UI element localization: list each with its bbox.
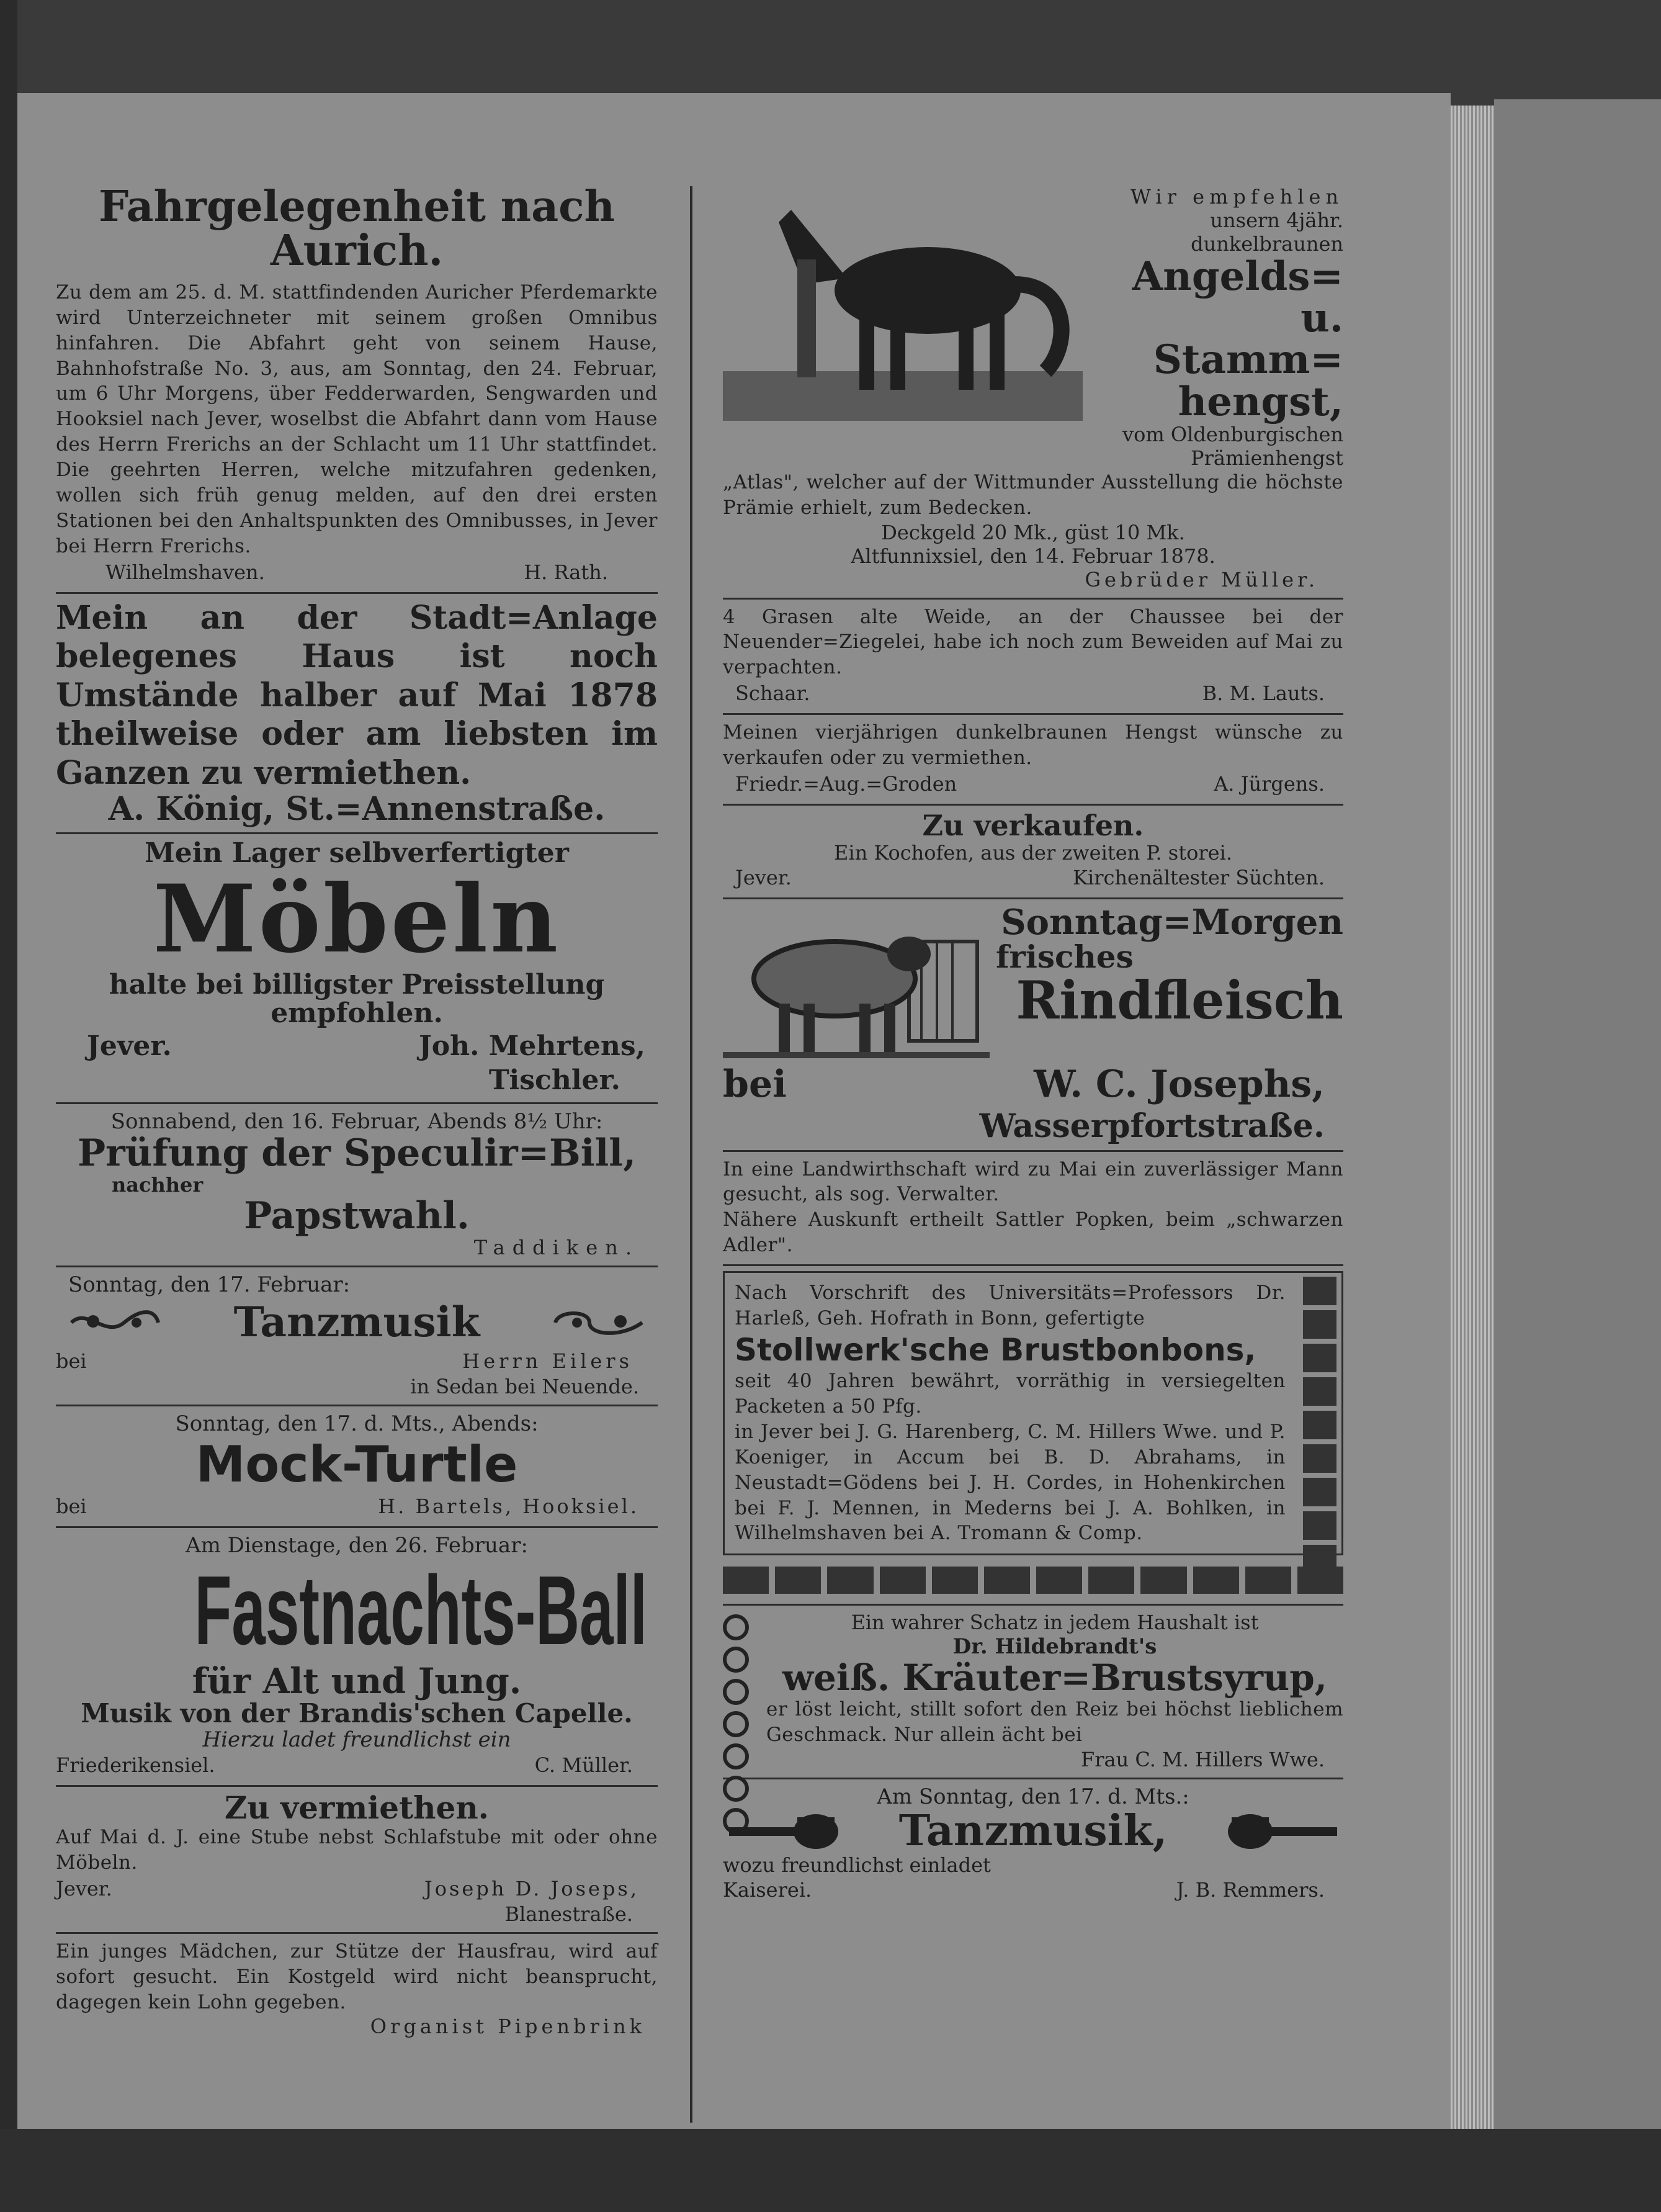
ad-date: Sonntag, den 17. Februar: [68, 1272, 351, 1298]
ad-stammhengst [723, 180, 1343, 600]
ad-signature: Joseph D. Joseps, [424, 1876, 639, 1900]
ad-title: Tanzmusik, [898, 1806, 1168, 1856]
ad-text: In eine Landwirthschaft wird zu Mai ein zuverlässiger Mann gesucht, als sog. Verwalter. [723, 1158, 1343, 1206]
ad-title: Stollwerk'sche Brustbonbons, [735, 1331, 1256, 1368]
ad-signature: H. Bartels, Hooksiel. [378, 1494, 639, 1518]
ad-line: frisches [996, 938, 1134, 975]
ad-title-2: Papstwahl. [244, 1194, 470, 1238]
ad-title: Tanzmusik [233, 1298, 480, 1347]
ad-signature-line2: Tischler. [488, 1064, 620, 1097]
ad-mock-turtle [56, 1406, 658, 1528]
ad-date: Am Sonntag, den 17. d. Mts.: [877, 1784, 1189, 1810]
ad-title: Zu verkaufen. [922, 809, 1144, 843]
ad-maedchen [56, 1934, 658, 2045]
ad-date: Sonnabend, den 16. Februar, Abends 8½ Uhr: [110, 1109, 603, 1135]
ad-text: seit 40 Jahren bewährt, vorräthig in versiegelten Packeten a 50 Pfg. [735, 1369, 1286, 1418]
ad-text: er löst leicht, stillt sofort den Reiz bei höchst lieblichem Geschmack. Nur allein ächt bei [766, 1698, 1343, 1747]
ad-signature: Kirchenältester Süchten. [1073, 865, 1325, 889]
ad-place: Schaar. [735, 681, 810, 706]
ad-big-title: Rindfleisch [1016, 969, 1343, 1032]
ad-text-2: Nähere Auskunft ertheilt Sattler Popken, beim „schwarzen Adler". [723, 1208, 1343, 1257]
scan-left-edge [0, 0, 17, 2212]
ad-signature: A. König, St.=Annenstraße. [108, 789, 606, 828]
ad-text-2: in Jever bei J. G. Harenberg, C. M. Hillers Wwe. und P. Koeniger, in Accum bei B. D. Abrahams, in Neustadt=Gödens bei J. H. Cordes, in Hohenkirchen bei F. J. Mennen, in Mederns bei J. A. Bohlken, in Wilhelmshaven bei A. Tromann & Comp. [735, 1420, 1286, 1545]
ad-place: Jever. [56, 1876, 112, 1900]
pointing-hand-left-icon [723, 1810, 841, 1853]
ad-line: Nach Vorschrift des Universitäts=Professors Dr. Harleß, Geh. Hofrath in Bonn, gefertigte [735, 1282, 1286, 1330]
ad-place: Wilhelmshaven. [105, 560, 265, 584]
ad-line: Wir empfehlen [1130, 185, 1343, 209]
ad-line: Hierzu ladet freundlichst ein [202, 1727, 511, 1752]
ad-moebeln [56, 834, 658, 1104]
ad-signature: H. Rath. [524, 560, 608, 584]
right-column [723, 180, 1343, 1910]
ad-weide [723, 600, 1343, 716]
ad-date: Sonntag, den 17. d. Mts., Abends: [175, 1411, 539, 1436]
ad-signature: Taddiken. [473, 1236, 639, 1260]
ad-place: Kaiserei. [723, 1878, 812, 1902]
ad-signature: Herrn Eilers [462, 1349, 633, 1373]
ad-title-3: hengst, [1178, 378, 1343, 425]
ad-signature: Organist Pipenbrink [370, 2015, 645, 2039]
ad-line-2: Dr. Hildebrandt's [952, 1634, 1157, 1660]
ad-text: Mein an der Stadt=Anlage belegenes Haus ist noch Umstände halber auf Mai 1878 theilweise oder am liebsten im Ganzen zu vermiethen. [56, 598, 658, 792]
ad-brustsyrup [723, 1606, 1343, 1779]
ad-signature: C. Müller. [534, 1753, 633, 1777]
cow-illustration [723, 904, 990, 1059]
ad-title: Prüfung der Speculir=Bill, [78, 1131, 636, 1176]
ad-title: Zu vermiethen. [224, 1789, 490, 1827]
ad-line: halte bei billigster Preisstellung empfohlen. [109, 968, 605, 1029]
ad-title: Sonntag=Morgen [1001, 901, 1343, 943]
ad-title: Angelds= u. [1132, 253, 1343, 342]
ad-place: Friederikensiel. [56, 1753, 215, 1777]
ad-text: Ein junges Mädchen, zur Stütze der Hausfrau, wird auf sofort gesucht. Ein Kostgeld wird nicht beansprucht, dagegen kein Lohn gegeben. [56, 1940, 658, 2013]
ad-aurich [56, 180, 658, 594]
ad-big-title: Möbeln [153, 864, 561, 974]
ad-text: Auf Mai d. J. eine Stube nebst Schlafstube mit oder ohne Möbeln. [56, 1825, 658, 1874]
ad-kochofen [723, 806, 1343, 899]
pointing-hand-right-icon [1225, 1810, 1343, 1853]
ad-text: „Atlas", welcher auf der Wittmunder Ausstellung die höchste Prämie erhielt, zum Bedecken. [723, 470, 1343, 519]
ad-house-rent [56, 594, 658, 835]
ad-fee: Deckgeld 20 Mk., güst 10 Mk. [881, 520, 1185, 544]
ad-signature: Frau C. M. Hillers Wwe. [1081, 1748, 1325, 1772]
ad-signature: J. B. Remmers. [1176, 1878, 1325, 1902]
ad-signature: B. M. Lauts. [1202, 681, 1325, 706]
left-column [56, 180, 658, 2044]
ad-title: weiß. Kräuter=Brustsyrup, [782, 1657, 1327, 1699]
ad-line: Ein wahrer Schatz in jedem Haushalt ist [851, 1611, 1259, 1635]
ad-text: Ein Kochofen, aus der zweiten P. storei. [834, 840, 1232, 865]
ad-title: Fastnachts-Ball [194, 1558, 647, 1664]
ad-signature-line2: Blanestraße. [504, 1902, 633, 1926]
ad-bei: bei [723, 1062, 787, 1106]
ad-signature-line2: Wasserpfortstraße. [979, 1107, 1325, 1145]
ornament-left-icon [68, 1304, 161, 1341]
square-border-column [1303, 1277, 1338, 1578]
ad-nachher: nachher [112, 1173, 204, 1197]
column-divider [690, 186, 692, 2123]
ad-signature: W. C. Josephs, [1034, 1062, 1325, 1106]
ad-stollwerk [723, 1266, 1343, 1606]
page-stack-edge [1451, 106, 1494, 2129]
ad-line: Mein Lager selbverfertigter [145, 837, 569, 870]
ad-speculir-bill [56, 1104, 658, 1267]
ornament-right-icon [552, 1304, 645, 1341]
ad-text: Zu dem am 25. d. M. stattfindenden Auricher Pferdemarkte wird Unterzeichneter mit seinem großen Omnibus hinfahren. Die Abfahrt geht von seinem Hause, Bahnhofstraße No. 3, aus, am Sonntag, den 24. Februar, um 6 Uhr Morgens, über Fedderwarden, Sengwarden und Hooksiel nach Jever, woselbst die Abfahrt dann vom Hause des Herrn Frerichs an der Schlacht um 11 Uhr stattfindet. Die geehrten Herren, welche mitzufahren gedenken, wollen sich früh genug melden, auf den drei ersten Stationen bei den Anhaltspunkten des Omnibusses, in Jever bei Herrn Frerichs. [56, 281, 658, 557]
ad-line: für Alt und Jung. [192, 1661, 522, 1702]
ad-place: Jever. [735, 865, 792, 889]
ad-line: vom Oldenburgischen Prämienhengst [1122, 422, 1343, 470]
ad-place: Altfunnixsiel, den 14. Februar 1878. [851, 544, 1216, 568]
ad-rindfleisch [723, 899, 1343, 1152]
ad-line: wozu freundlichst einladet [723, 1853, 991, 1877]
ad-signature: Joh. Mehrtens, [418, 1030, 645, 1063]
ad-title-2: Stamm= [1153, 336, 1343, 384]
scan-bottom-edge [0, 2129, 1661, 2212]
ad-fastnachts-ball [56, 1528, 658, 1787]
ad-bei: bei [56, 1494, 87, 1518]
ad-text: Meinen vierjährigen dunkelbraunen Hengst wünsche zu verkaufen oder zu vermiethen. [723, 721, 1343, 770]
ad-title: Fahrgelegenheit nach Aurich. [98, 182, 615, 276]
ad-place: Friedr.=Aug.=Groden [735, 772, 957, 796]
ad-zu-vermiethen [56, 1787, 658, 1934]
ad-date: Am Dienstage, den 26. Februar: [186, 1533, 528, 1558]
ad-tanzmusik-remmers [723, 1779, 1343, 1910]
ad-tanzmusik-eilers [56, 1267, 658, 1406]
stollwerk-frame [723, 1271, 1343, 1555]
ad-line: unsern 4jähr. dunkelbraunen [1191, 209, 1343, 256]
square-border-row [723, 1567, 1343, 1594]
ad-hengst-verkauf [723, 715, 1343, 806]
ad-verwalter [723, 1152, 1343, 1267]
ad-line: Musik von der Brandis'schen Capelle. [81, 1697, 633, 1729]
ad-title: Mock-Turtle [195, 1435, 518, 1493]
ad-place: Jever. [87, 1030, 172, 1063]
ad-signature: Gebrüder Müller. [1085, 567, 1319, 591]
ad-signature: A. Jürgens. [1214, 772, 1325, 796]
ad-signature-line2: in Sedan bei Neuende. [410, 1374, 639, 1398]
ad-bei: bei [56, 1349, 87, 1373]
book-cover [1494, 99, 1661, 2141]
ad-text: 4 Grasen alte Weide, an der Chaussee bei der Neuender=Ziegelei, habe ich noch zum Beweiden auf Mai zu verpachten. [723, 605, 1343, 679]
horse-illustration [723, 185, 1083, 452]
